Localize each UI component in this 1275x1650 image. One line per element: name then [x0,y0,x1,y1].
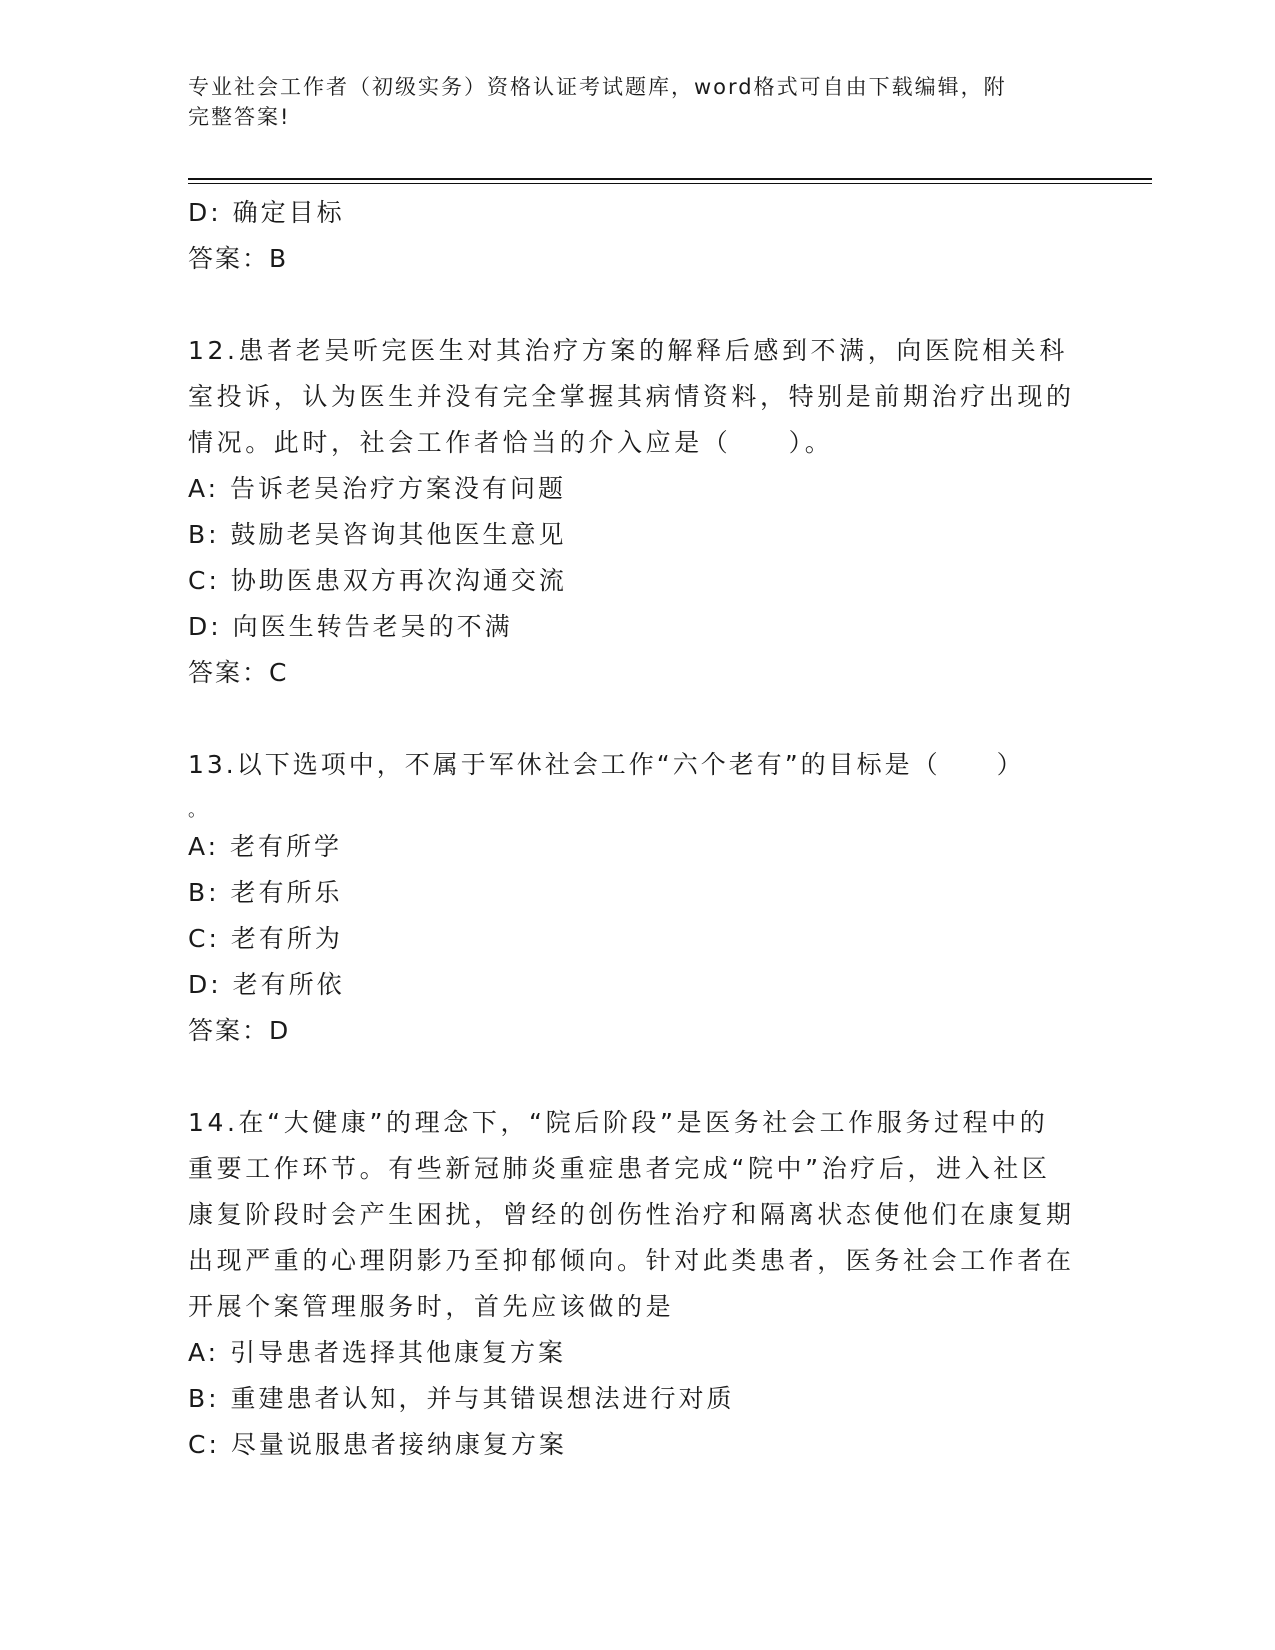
q11-answer: 答案：B [188,244,289,273]
question-content [188,190,1088,1468]
q12-option-a: A: 告诉老吴治疗方案没有问题 [188,474,567,503]
spacer [188,282,1088,328]
q14-option-b: B: 重建患者认知，并与其错误想法进行对质 [188,1384,735,1413]
q13-option-c: C: 老有所为 [188,924,343,953]
q14-option-a: A: 引导患者选择其他康复方案 [188,1338,567,1367]
header-line-2: 完整答案! [188,105,291,129]
q11-option-d: D: 确定目标 [188,198,345,227]
q12-option-b: B: 鼓励老吴咨询其他医生意见 [188,520,567,549]
q13-answer: 答案：D [188,1016,291,1045]
q12-answer: 答案：C [188,658,289,687]
q13-stem: 13.以下选项中，不属于军休社会工作“六个老有”的目标是（ ） [188,750,1025,779]
q12-stem: 12.患者老吴听完医生对其治疗方案的解释后感到不满，向医院相关科室投诉，认为医生并没有完全掌握其病情资料，特别是前期治疗出现的情况。此时，社会工作者恰当的介入应是（ ）。 [188,336,1075,457]
q13-option-b: B: 老有所乐 [188,878,343,907]
q12-option-d: D: 向医生转告老吴的不满 [188,612,513,641]
header-line-1: 专业社会工作者（初级实务）资格认证考试题库，word格式可自由下载编辑，附 [188,75,1007,99]
q12-option-c: C: 协助医患双方再次沟通交流 [188,566,567,595]
page-header [188,72,1068,132]
q14-option-c: C: 尽量说服患者接纳康复方案 [188,1430,567,1459]
spacer [188,696,1088,742]
q13-option-a: A: 老有所学 [188,832,343,861]
header-divider-thick [188,178,1152,180]
header-divider-thin [188,183,1152,184]
q14-stem: 14.在“大健康”的理念下，“院后阶段”是医务社会工作服务过程中的重要工作环节。有些新冠肺炎重症患者完成“院中”治疗后，进入社区康复阶段时会产生困扰，曾经的创伤性治疗和隔离状态使他们在康复期出现严重的心理阴影乃至抑郁倾向。针对此类患者，医务社会工作者在开展个案管理服务时，首先应该做的是 [188,1108,1075,1321]
q13-stem-end: 。 [188,800,209,821]
spacer [188,1054,1088,1100]
q13-option-d: D: 老有所依 [188,970,345,999]
